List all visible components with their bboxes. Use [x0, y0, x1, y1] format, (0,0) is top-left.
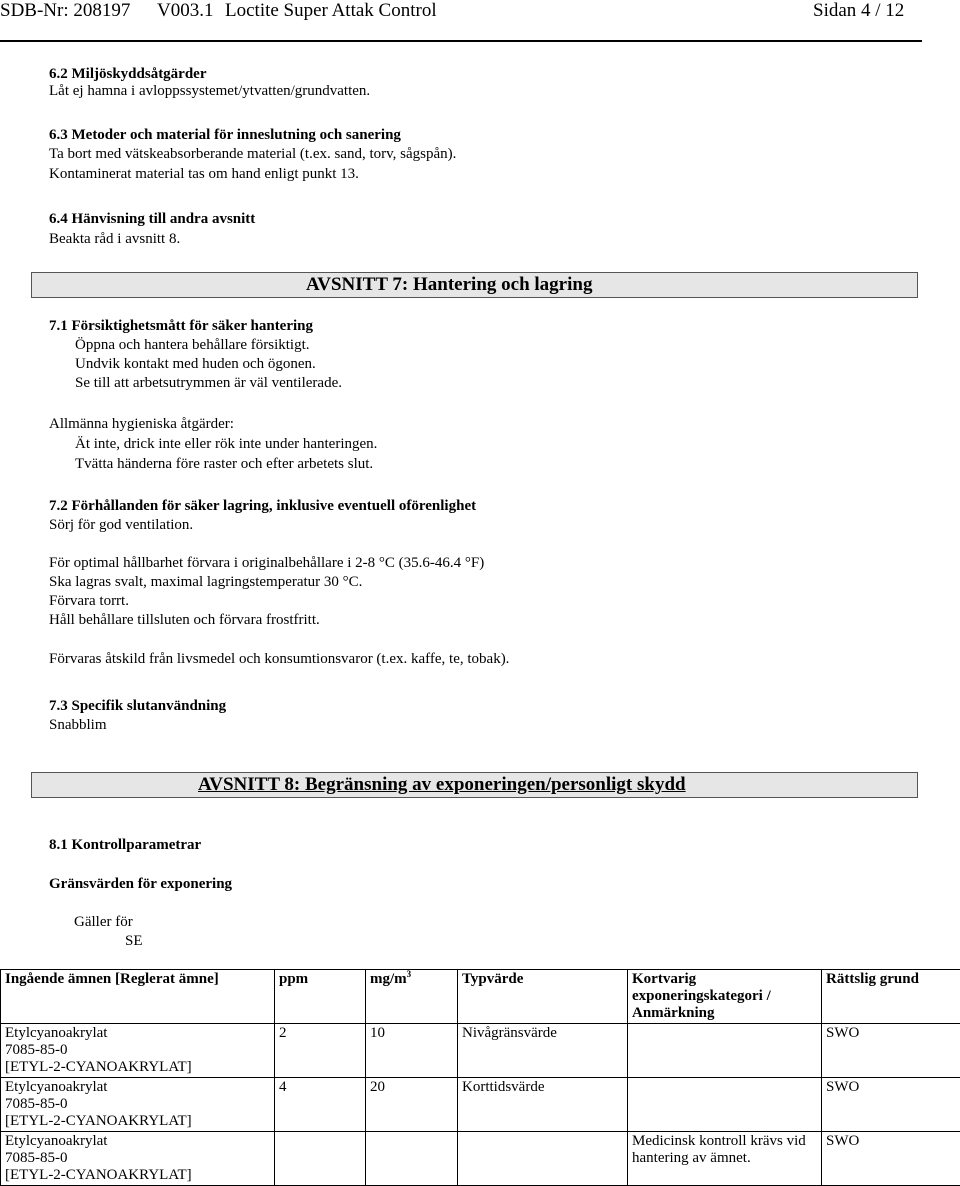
s72-line: Förvara torrt.	[49, 593, 129, 610]
cell-ppm	[275, 1132, 366, 1186]
s64-heading: 6.4 Hänvisning till andra avsnitt	[49, 211, 255, 228]
table-row	[1, 1078, 960, 1132]
exposure-limits-heading: Gränsvärden för exponering	[49, 876, 232, 893]
s63-line: Ta bort med vätskeabsorberande material (t.ex. sand, torv, sågspån).	[49, 146, 456, 163]
s62-line: Låt ej hamna i avloppssystemet/ytvatten/grundvatten.	[49, 83, 370, 100]
table-header-row	[1, 970, 960, 1024]
hygiene-line: Tvätta händerna före raster och efter arbetets slut.	[75, 456, 373, 473]
header-legal: Rättslig grund	[822, 970, 960, 1024]
substance-name: Etylcyanoakrylat	[5, 1025, 270, 1042]
section7-title: AVSNITT 7: Hantering och lagring	[306, 274, 592, 296]
s72-line: Ska lagras svalt, maximal lagringstemperatur 30 °C.	[49, 574, 362, 591]
header-ppm: ppm	[275, 970, 366, 1024]
s71-heading: 7.1 Försiktighetsmått för säker hantering	[49, 318, 313, 335]
table-row	[1, 1024, 960, 1078]
header-category: Kortvarig exponeringskategori / Anmärkning	[628, 970, 822, 1024]
table-row	[1, 1132, 960, 1186]
s73-heading: 7.3 Specifik slutanvändning	[49, 698, 226, 715]
cell-mgm3: 20	[366, 1078, 458, 1132]
cell-ppm: 2	[275, 1024, 366, 1078]
substance-cas: 7085-85-0	[5, 1042, 270, 1059]
s71-line: Öppna och hantera behållare försiktigt.	[75, 337, 310, 354]
cell-substance	[1, 1024, 275, 1078]
cell-mgm3	[366, 1132, 458, 1186]
header-mgm3	[366, 970, 458, 1024]
cell-substance	[1, 1078, 275, 1132]
header-substance: Ingående ämnen [Reglerat ämne]	[1, 970, 275, 1024]
s71-line: Se till att arbetsutrymmen är väl ventilerade.	[75, 375, 342, 392]
cell-mgm3: 10	[366, 1024, 458, 1078]
cell-substance	[1, 1132, 275, 1186]
header-mgm3-base: mg/m	[370, 971, 407, 987]
page-number: Sidan 4 / 12	[813, 0, 904, 22]
s72-line: För optimal hållbarhet förvara i originalbehållare i 2-8 °C (35.6-46.4 °F)	[49, 555, 484, 572]
substance-regulated: [ETYL-2-CYANOAKRYLAT]	[5, 1167, 270, 1184]
substance-name: Etylcyanoakrylat	[5, 1133, 270, 1150]
applies-label: Gäller för	[74, 914, 133, 931]
substance-regulated: [ETYL-2-CYANOAKRYLAT]	[5, 1059, 270, 1076]
substance-cas: 7085-85-0	[5, 1150, 270, 1167]
cell-legal: SWO	[822, 1024, 960, 1078]
s63-heading: 6.3 Metoder och material för inneslutning och sanering	[49, 127, 401, 144]
substance-name: Etylcyanoakrylat	[5, 1079, 270, 1096]
hygiene-line: Ät inte, drick inte eller rök inte under hanteringen.	[75, 436, 377, 453]
cell-type	[458, 1132, 628, 1186]
hygiene-label: Allmänna hygieniska åtgärder:	[49, 416, 234, 433]
s72-line: Förvaras åtskild från livsmedel och konsumtionsvaror (t.ex. kaffe, te, tobak).	[49, 651, 509, 668]
doc-version: V003.1	[157, 0, 213, 22]
s71-line: Undvik kontakt med huden och ögonen.	[75, 356, 316, 373]
cell-ppm: 4	[275, 1078, 366, 1132]
header-type: Typvärde	[458, 970, 628, 1024]
s72-line: Sörj för god ventilation.	[49, 517, 193, 534]
s64-line: Beakta råd i avsnitt 8.	[49, 231, 180, 248]
header-rule	[0, 40, 922, 42]
s81-heading: 8.1 Kontrollparametrar	[49, 837, 201, 854]
s72-heading: 7.2 Förhållanden för säker lagring, inklusive eventuell oförenlighet	[49, 498, 476, 515]
s72-line: Håll behållare tillsluten och förvara frostfritt.	[49, 612, 320, 629]
doc-id: SDB-Nr: 208197	[0, 0, 130, 22]
section8-title: AVSNITT 8: Begränsning av exponeringen/personligt skydd	[198, 774, 686, 796]
cell-category: Medicinsk kontroll krävs vid hantering av ämnet.	[628, 1132, 822, 1186]
cell-legal: SWO	[822, 1132, 960, 1186]
exposure-limits-table	[0, 969, 960, 1186]
substance-cas: 7085-85-0	[5, 1096, 270, 1113]
cell-type: Nivågränsvärde	[458, 1024, 628, 1078]
product-name: Loctite Super Attak Control	[225, 0, 437, 22]
cell-type: Korttidsvärde	[458, 1078, 628, 1132]
cell-category	[628, 1078, 822, 1132]
s62-heading: 6.2 Miljöskyddsåtgärder	[49, 66, 207, 83]
cell-category	[628, 1024, 822, 1078]
applies-value: SE	[125, 933, 143, 950]
s63-line: Kontaminerat material tas om hand enligt punkt 13.	[49, 166, 359, 183]
substance-regulated: [ETYL-2-CYANOAKRYLAT]	[5, 1113, 270, 1130]
cell-legal: SWO	[822, 1078, 960, 1132]
header-mgm3-sup: 3	[407, 969, 412, 979]
s73-line: Snabblim	[49, 717, 107, 734]
